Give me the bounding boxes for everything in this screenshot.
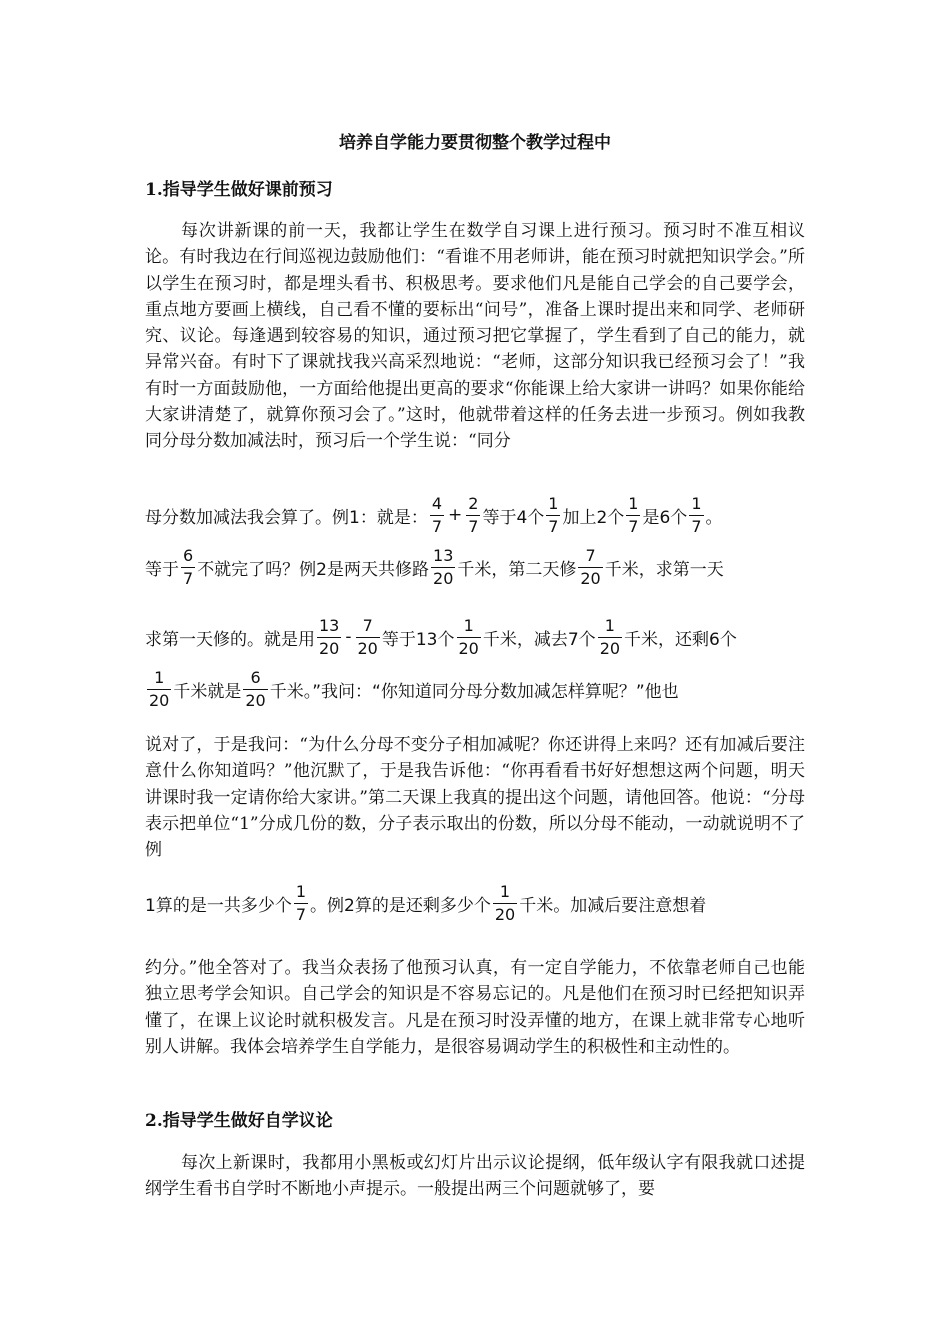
math-line-4 xyxy=(145,662,679,716)
minus-sign: - xyxy=(345,627,352,647)
math-text: 千米。”我问：“你知道同分母分数加减怎样算呢？”他也 xyxy=(269,681,679,702)
math-line-5 xyxy=(145,876,706,930)
math-line-1 xyxy=(145,488,723,542)
math-text: 1算的是一共多少个 xyxy=(145,895,292,916)
math-text: 不就完了吗？例2是两天共修路 xyxy=(197,559,430,580)
fraction: $\frac{7}{20}$ xyxy=(580,545,601,588)
math-text: 千米，第二天修 xyxy=(457,559,577,580)
math-text: 等于 xyxy=(145,559,179,580)
math-text: 千米，求第一天 xyxy=(604,559,724,580)
math-text: 千米，还剩6个 xyxy=(624,629,737,650)
fraction: $\frac{1}{20}$ xyxy=(458,615,479,658)
section-1-paragraph-2: 说对了，于是我问：“为什么分母不变分子相加减呢？你还讲得上来吗？还有加减后要注意什么你知道吗？”他沉默了，于是我告诉他：“你再看看书好好想想这两个问题，明天讲课时我一定请你给大家讲。”第二天课上我真的提出这个问题，请他回答。他说：“分母表示把单位“1”分成几份的数，分子表示取出的份数，所以分母不能动，一动就说明不了例 xyxy=(145,735,805,861)
fraction: $\frac{1}{7}$ xyxy=(628,493,639,536)
math-text: 等于4个 xyxy=(482,507,545,528)
section-1-heading: 1.指导学生做好课前预习 xyxy=(145,180,333,200)
fraction: $\frac{1}{20}$ xyxy=(149,667,170,710)
math-text: 等于13个 xyxy=(381,629,455,650)
plus-sign: + xyxy=(448,505,463,525)
section-1-paragraph-1: 每次讲新课的前一天，我都让学生在数学自习课上进行预习。预习时不准互相议论。有时我边在行间巡视边鼓励他们：“看谁不用老师讲，能在预习时就把知识学会。”所以学生在预习时，都是埋头看书、积极思考。要求他们凡是能自己学会的自己要学会，重点地方要画上横线，自己看不懂的要标出“问号”，准备上课时提出来和同学、老师研究、议论。每逢遇到较容易的知识，通过预习把它掌握了，学生看到了自己的能力，就异常兴奋。有时下了课就找我兴高采烈地说：“老师，这部分知识我已经预习会了！”我有时一方面鼓励他，一方面给他提出更高的要求“你能课上给大家讲一讲吗？如果你能给大家讲清楚了，就算你预习会了。”这时，他就带着这样的任务去进一步预习。例如我教同分母分数加减法时，预习后一个学生说：“同分 xyxy=(145,221,805,452)
math-text: 。例2算的是还剩多少个 xyxy=(310,895,491,916)
section-2-heading: 2.指导学生做好自学议论 xyxy=(145,1111,333,1131)
fraction: $\frac{7}{20}$ xyxy=(357,615,378,658)
fraction: $\frac{1}{20}$ xyxy=(599,615,621,658)
math-line-2 xyxy=(145,540,724,594)
math-text: 加上2个 xyxy=(562,507,625,528)
fraction: $\frac{13}{20}$ xyxy=(319,615,340,658)
math-text: 千米。加减后要注意想着 xyxy=(519,895,707,916)
fraction: $\frac{1}{7}$ xyxy=(691,493,702,536)
math-text: 千米，减去7个 xyxy=(482,629,596,650)
fraction: $\frac{1}{7}$ xyxy=(548,493,559,536)
math-text: 求第一天修的。就是用 xyxy=(145,629,315,650)
fraction: $\frac{1}{20}$ xyxy=(494,881,516,924)
math-text: 。 xyxy=(705,507,723,528)
fraction: $\frac{4}{7}$ xyxy=(431,493,443,536)
math-text: 千米就是 xyxy=(173,681,242,702)
fraction: $\frac{2}{7}$ xyxy=(468,493,479,536)
fraction: $\frac{13}{20}$ xyxy=(433,545,454,588)
section-2-paragraph-1: 每次上新课时，我都用小黑板或幻灯片出示议论提纲，低年级认字有限我就口述提纲学生看书自学时不断地小声提示。一般提出两三个问题就够了，要 xyxy=(145,1153,805,1200)
fraction: $\frac{1}{7}$ xyxy=(295,881,307,924)
fraction: $\frac{6}{7}$ xyxy=(183,545,194,588)
math-line-3 xyxy=(145,610,737,664)
document-title: 培养自学能力要贯彻整个教学过程中 xyxy=(339,133,611,153)
section-1-paragraph-3: 约分。”他全答对了。我当众表扬了他预习认真，有一定自学能力，不依靠老师自己也能独立思考学会知识。自己学会的知识是不容易忘记的。凡是他们在预习时已经把知识弄懂了，在课上议论时就积极发言。凡是在预习时没弄懂的地方，在课上就非常专心地听别人讲解。我体会培养学生自学能力，是很容易调动学生的积极性和主动性的。 xyxy=(145,958,805,1057)
fraction: $\frac{6}{20}$ xyxy=(245,667,266,710)
math-text: 是6个 xyxy=(642,507,688,528)
math-text: 母分数加减法我会算了。例1：就是： xyxy=(145,507,428,528)
